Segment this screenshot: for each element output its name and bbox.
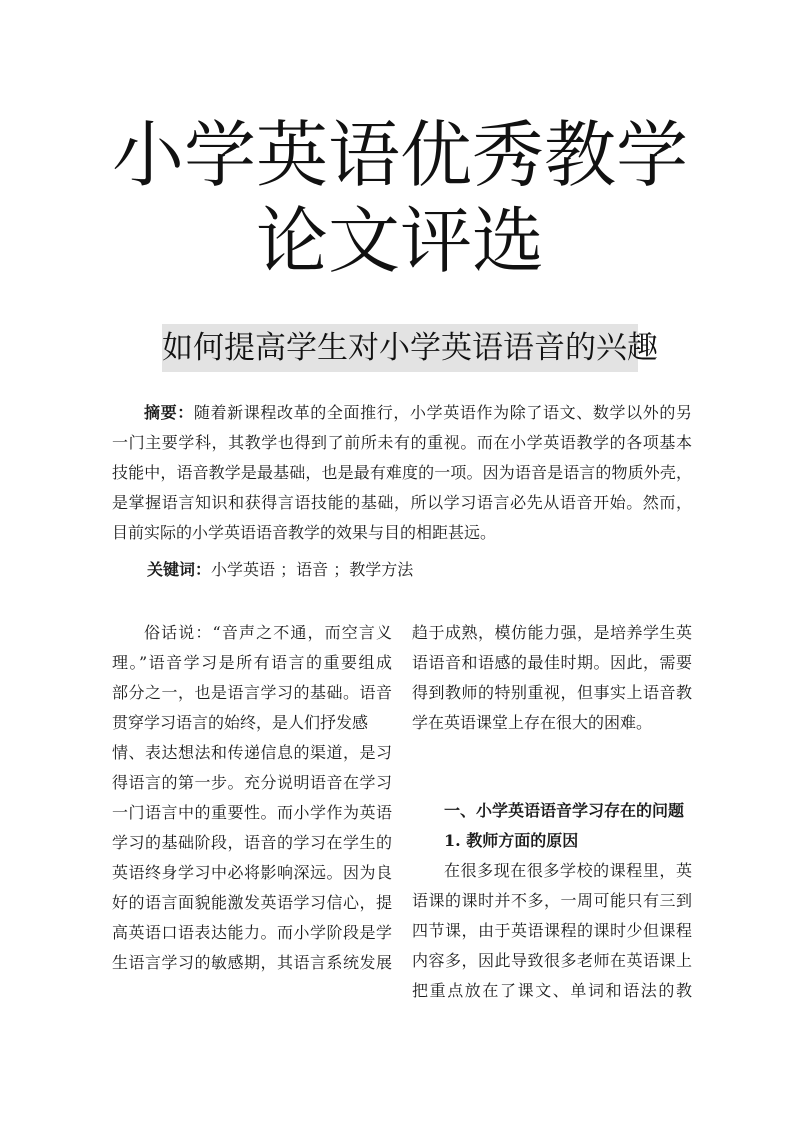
- body-line: 高英语口语表达能力。而小学阶段是学: [112, 923, 392, 942]
- body-line: 部分之一，也是语言学习的基础。语音: [112, 683, 392, 702]
- body-line: 把重点放在了课文、单词和语法的教: [412, 981, 692, 1000]
- abstract-text: 随着新课程改革的全面推行，小学英语作为除了语文、数学以外的另: [193, 403, 692, 422]
- body-line: 好的语言面貌能激发英语学习信心，提: [112, 893, 392, 912]
- body-line: 英语终身学习中必将影响深远。因为良: [112, 863, 392, 882]
- body-line: 得语言的第一步。充分说明语音在学习: [112, 773, 392, 792]
- document-title-line-2: 论文评选: [255, 199, 544, 283]
- document-title-line-1: 小学英语优秀教学: [111, 113, 688, 197]
- body-line: 理。”语音学习是所有语言的重要组成: [112, 653, 392, 672]
- abstract-line: 是掌握语言知识和获得言语技能的基础，所以学习语言必先从语音开始。然而，: [112, 493, 692, 512]
- article-subtitle: 如何提高学生对小学英语语音的兴趣: [162, 324, 638, 372]
- abstract-line: 一门主要学科，其教学也得到了前所未有的重视。而在小学英语教学的各项基本: [112, 433, 692, 452]
- body-line: 得到教师的特别重视，但事实上语音教: [412, 683, 692, 702]
- body-line: 语课的课时并不多，一周可能只有三到: [412, 891, 692, 910]
- right-column: [412, 618, 692, 1006]
- body-line: 学习的基础阶段，语音的学习在学生的: [112, 833, 392, 852]
- keywords: [147, 555, 413, 585]
- body-line: 内容多，因此导致很多老师在英语课上: [412, 951, 692, 970]
- body-line: 语语音和语感的最佳时期。因此，需要: [412, 653, 692, 672]
- abstract-line: [112, 398, 692, 428]
- body-line: 趋于成熟，模仿能力强，是培养学生英: [412, 623, 692, 642]
- abstract-line: 技能中，语音教学是最基础，也是最有难度的一项。因为语音是语言的物质外壳，: [112, 463, 692, 482]
- subsection-heading: 1. 教师方面的原因: [444, 831, 579, 850]
- keywords-value: 小学英语 ；语音 ；教学方法: [211, 560, 414, 579]
- section-heading: 一、小学英语语音学习存在的问题: [444, 801, 685, 820]
- keywords-label: 关键词：: [147, 560, 212, 579]
- body-line: 生语言学习的敏感期，其语言系统发展: [112, 953, 392, 972]
- body-line: 情、表达想法和传递信息的渠道，是习: [112, 743, 392, 762]
- body-line: 贯穿学习语言的始终，是人们抒发感: [112, 713, 369, 732]
- body-line: 俗话说：“音声之不通，而空言义: [144, 623, 392, 642]
- spacer: [412, 738, 692, 796]
- body-line: 一门语言中的重要性。而小学作为英语: [112, 803, 392, 822]
- body-line: 学在英语课堂上存在很大的困难。: [412, 713, 653, 732]
- left-column: [112, 618, 392, 978]
- body-line: 在很多现在很多学校的课程里，英: [444, 861, 692, 880]
- abstract-label: 摘要：: [144, 403, 194, 422]
- abstract-line: 目前实际的小学英语语音教学的效果与目的相距甚远。: [112, 523, 497, 542]
- abstract: [112, 398, 692, 548]
- body-line: 四节课，由于英语课程的课时少但课程: [412, 921, 692, 940]
